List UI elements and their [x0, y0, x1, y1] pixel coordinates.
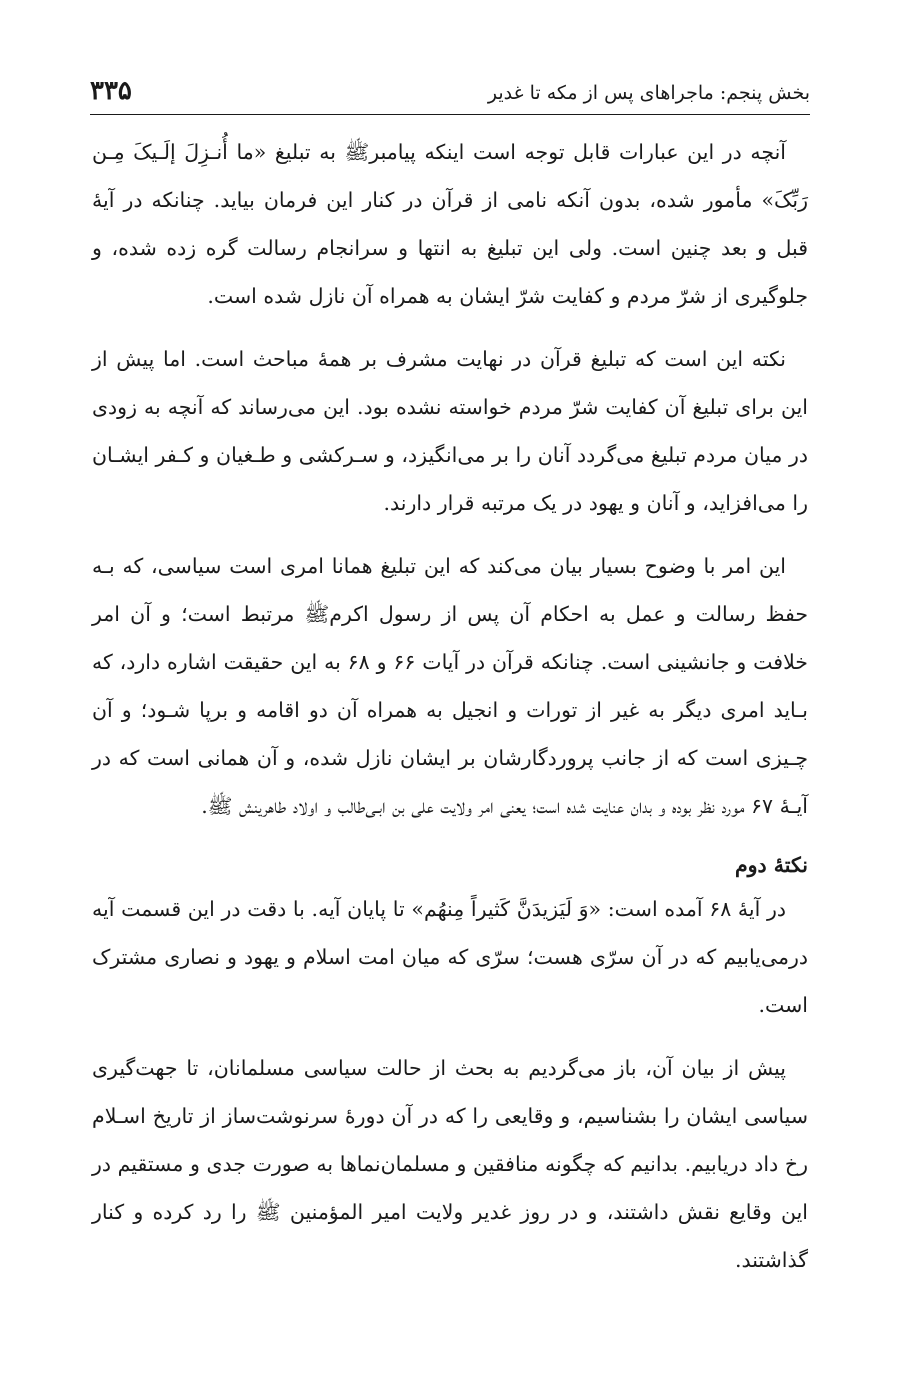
page-body — [92, 128, 808, 1284]
paragraph-3: این امر با وضوح بسیار بیان می‌کند که این تبلیغ همانا امری است سیاسی، که بـه حفظ رسالت و عمل به احکام آن پس از رسول اکرمﷺ مرتبط است؛ و آن امر خلافت و جانشینی است. چنانکه قرآن در آیات ۶۶ و ۶۸ به این حقیقت اشاره دارد، که بـاید امری دیگر به غیر از تورات و انجیل به همراه آن دو اقامه و برپا شـود؛ و آن چـیزی است که از جانب پروردگارشان بر ایشان نازل شده، و آن همانی است که در آیـهٔ ۶۷ مورد نظر بوده و بدان عنایت شده است؛ یعنی امر ولایت علی بن ابـی‌طالب و اولاد طاهرینش ﷺ. — [92, 554, 808, 818]
paragraph-1: آنچه در این عبارات قابل توجه است اینکه پیامبرﷺ به تبلیغ «ما أُنـزِلَ إلَـیکَ مِـن رَبِّکَ» مأمور شده، بدون آنکه نامی از قرآن در کنار این فرمان بیاید. چنانکه در آیهٔ قبل و بعد چنین است. ولی این تبلیغ به انتها و سرانجام رسالت گره زده شده، و جلوگیری از شرّ مردم و کفایت شرّ ایشان به همراه آن نازل شده است. — [92, 140, 808, 308]
page-number: ۳۳۵ — [90, 76, 132, 106]
section-heading: نکتهٔ دوم — [734, 853, 808, 877]
paragraph-2: نکته این است که تبلیغ قرآن در نهایت مشرف بر همهٔ مباحث است. اما پیش از این برای تبلیغ آن کفایت شرّ مردم خواسته نشده بود. این می‌رساند که آنچه به زودی در میان مردم تبلیغ می‌گردد آنان را بر می‌انگیزد، و سـرکشی و طـغیان و کـفر ایشـان را می‌افزاید، و آنان و یهود در یک مرتبه قرار دارند. — [92, 347, 808, 515]
paragraph-5: پیش از بیان آن، باز می‌گردیم به بحث از حالت سیاسی مسلمانان، تا جهت‌گیری سیاسی ایشان را بشناسیم، و وقایعی را که در آن دورهٔ سرنوشت‌ساز از تاریخ اسـلام رخ داد دریابیم. بدانیم که چگونه منافقین و مسلمان‌نماها به صورت جدی و مستقیم در این وقایع نقش داشتند، و در روز غدیر ولایت امیر المؤمنین ﷺ را رد کرده و کنار گذاشتند. — [92, 1056, 808, 1272]
page-header — [90, 58, 810, 106]
running-title: بخش پنجم: ماجراهای پس از مکه تا غدیر — [487, 82, 810, 104]
header-rule — [90, 114, 810, 115]
paragraph-4: در آیهٔ ۶۸ آمده است: «وَ لَیَزیدَنَّ کَثیراً مِنهُم» تا پایان آیه. با دقت در این قسمت آیه درمی‌یابیم که در آن سرّی هست؛ سرّی که میان امت اسلام و یهود و نصاری مشترک است. — [92, 897, 808, 1017]
